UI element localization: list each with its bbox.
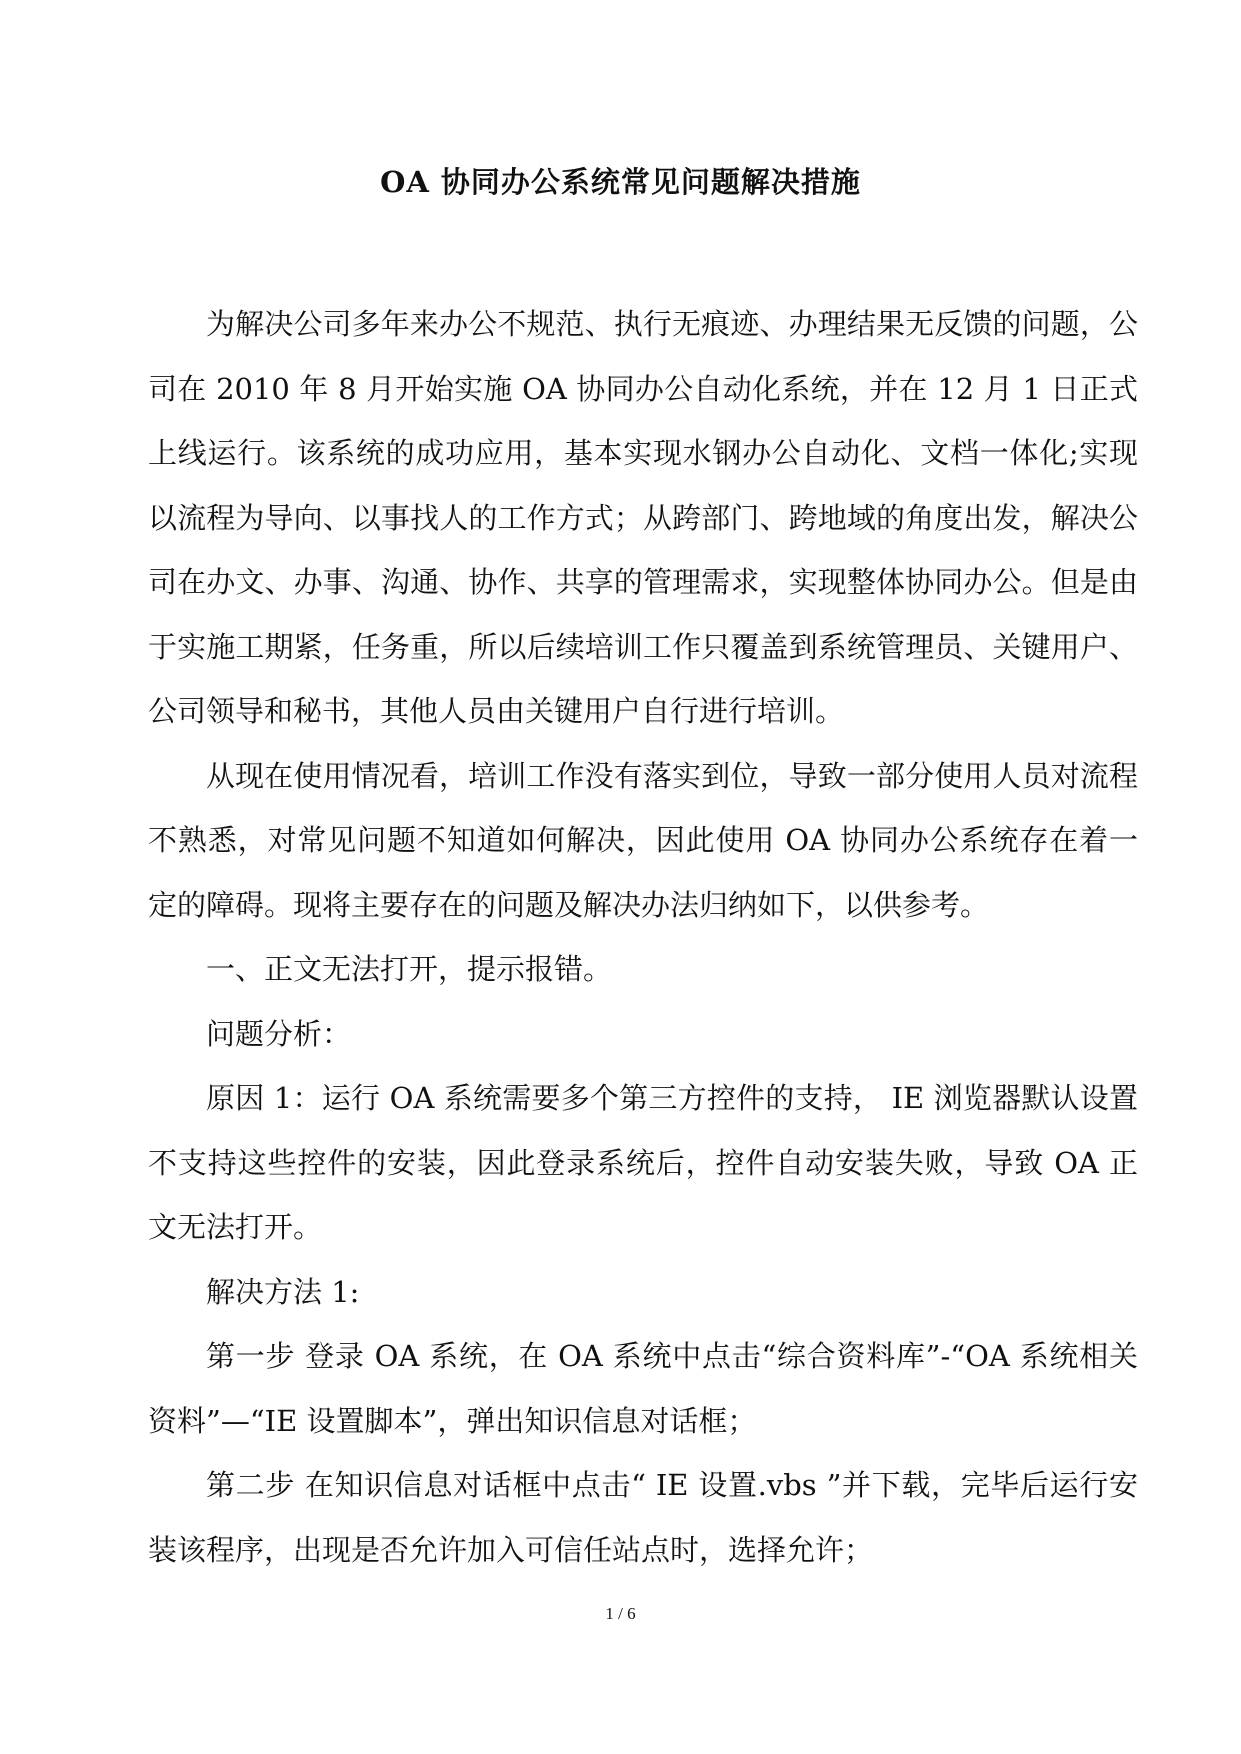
document-title: OA 协同办公系统常见问题解决措施: [380, 165, 861, 199]
paragraph-status: 从现在使用情况看，培训工作没有落实到位，导致一部分使用人员对流程不熟悉，对常见问题不知道如何解决，因此使用 OA 协同办公系统存在着一定的障碍。现将主要存在的问题及解决办法归纳如下，以供参考。: [148, 758, 1138, 922]
solution-1-label: 解决方法 1:: [206, 1274, 360, 1309]
page-number: 1 / 6: [605, 1604, 636, 1623]
cause-1: 原因 1：运行 OA 系统需要多个第三方控件的支持， IE 浏览器默认设置不支持这些控件的安装，因此登录系统后，控件自动安装失败，导致 OA 正文无法打开。: [148, 1081, 1138, 1244]
paragraph-intro: 为解决公司多年来办公不规范、执行无痕迹、办理结果无反馈的问题，公司在 2010 年 8 月开始实施 OA 协同办公自动化系统，并在 12 月 1 日正式上线运行。该系统的成功应用，基本实现水钢办公自动化、文档一体化;实现以流程为导向、以事找人的工作方式；从跨部门、跨地域的角度出发，解决公司在办文、办事、沟通、协作、共享的管理需求，实现整体协同办公。但是由于实施工期紧，任务重，所以后续培训工作只覆盖到系统管理员、关键用户、公司领导和秘书，其他人员由关键用户自行进行培训。: [148, 307, 1138, 728]
step-2: 第二步 在知识信息对话框中点击“ IE 设置.vbs ”并下载，完毕后运行安装该程序，出现是否允许加入可信任站点时，选择允许；: [148, 1468, 1138, 1567]
section-heading-1: 一、正文无法打开，提示报错。: [206, 952, 613, 986]
step-1: 第一步 登录 OA 系统，在 OA 系统中点击“综合资料库”-“OA 系统相关资料”—“IE 设置脚本”，弹出知识信息对话框；: [148, 1339, 1138, 1438]
problem-analysis-label: 问题分析：: [206, 1016, 352, 1051]
document-body: [148, 292, 1138, 1582]
